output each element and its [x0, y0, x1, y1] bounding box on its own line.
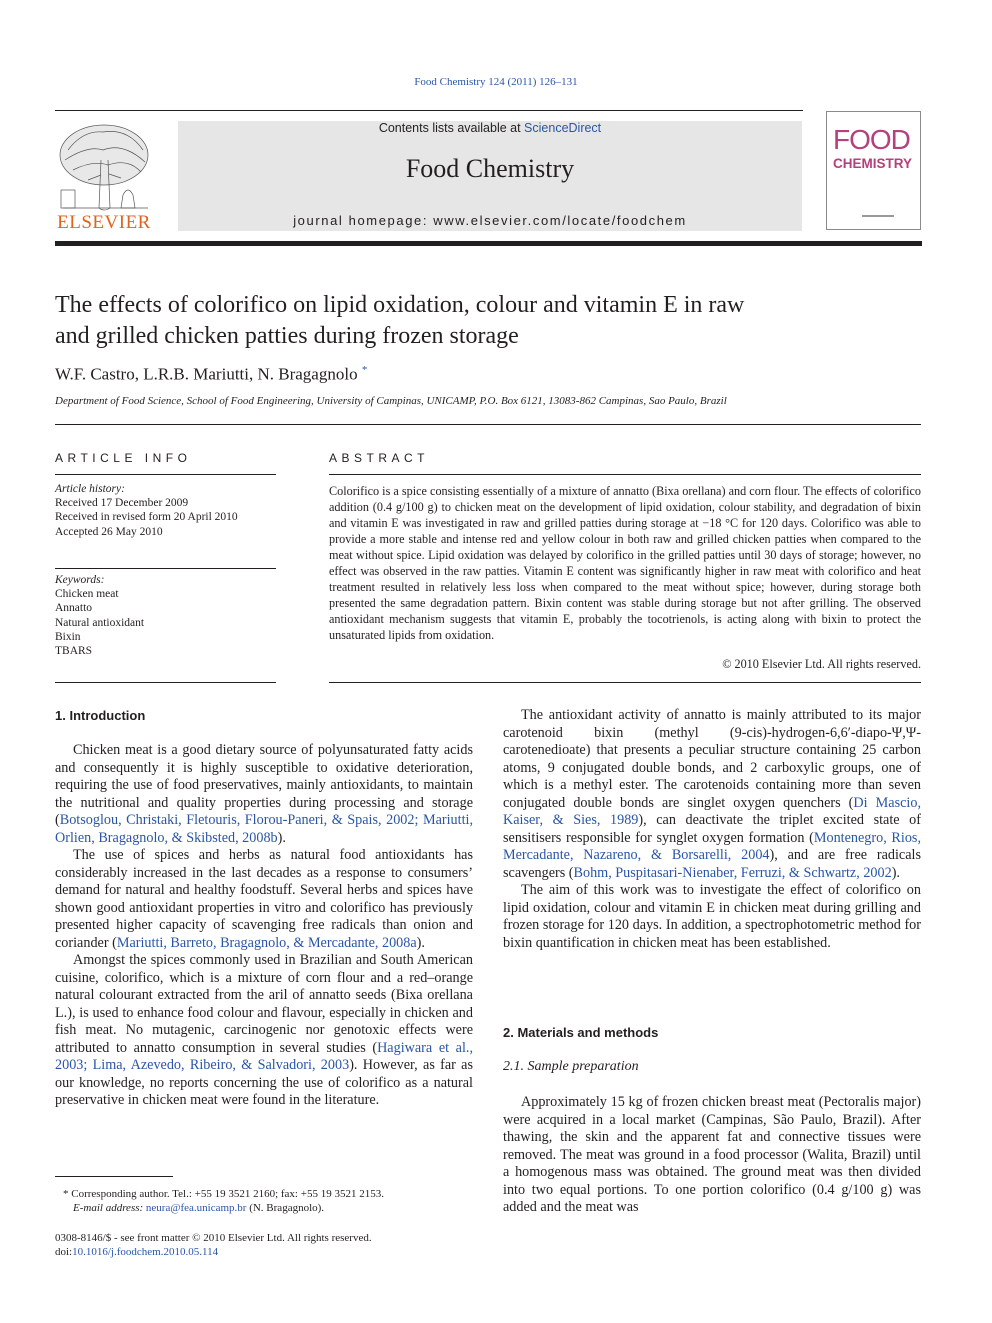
cover-publisher-mark	[858, 212, 898, 220]
keyword: Annatto	[55, 602, 93, 615]
homepage-link[interactable]: www.elsevier.com/locate/foodchem	[433, 213, 687, 228]
reference-link[interactable]: Di Mascio, Kaiser, & Sies, 1989	[503, 794, 921, 828]
header-rule	[55, 110, 803, 111]
sciencedirect-link[interactable]: ScienceDirect	[524, 121, 602, 135]
article-history: Article history: Received 17 December 2009 Received in revised form 20 April 2010 Accepted 26 May 2010	[55, 483, 238, 538]
journal-citation[interactable]: Food Chemistry 124 (2011) 126–131	[414, 76, 578, 88]
affiliation: Department of Food Science, School of Food Engineering, University of Campinas, UNICAMP, P.O. Box 6121, 13083-862 Campinas, Sao Paulo, Brazil	[55, 395, 727, 407]
footnote-rule	[55, 1176, 173, 1177]
cover-title-food: FOOD	[833, 124, 910, 155]
contents-line: Contents lists available at ScienceDirect	[378, 121, 602, 135]
section-heading-methods: 2. Materials and methods	[503, 1025, 659, 1040]
front-matter-info: 0308-8146/$ - see front matter © 2010 Elsevier Ltd. All rights reserved. doi:10.1016/j.foodchem.2010.05.114	[55, 1232, 372, 1258]
abstract-rule	[329, 474, 921, 475]
article-info-heading: ARTICLE INFO	[55, 451, 192, 465]
reference-link[interactable]: Montenegro, Rios, Mercadante, Nazareno, & Borsarelli, 2004	[503, 829, 921, 863]
journal-title: Food Chemistry	[405, 154, 575, 183]
author-list: W.F. Castro, L.R.B. Mariutti, N. Bragagnolo *	[55, 364, 368, 384]
paragraph: Approximately 15 kg of frozen chicken breast meat (Pectoralis major) were acquired in a local market (Campinas, São Paulo, Brazil). After thawing, the skin and the apparent fat and connective tissues were removed. The meat was ground in a food processor (Walita, Brazil) until a homogenous mass was obtained. The ground meat was then divided into two equal portions. To one portion colorifico (0.4 g/100 g) was added and the meat was	[503, 1094, 921, 1215]
keywords-rule	[55, 568, 276, 569]
keyword: Bixin	[55, 630, 81, 643]
email-link[interactable]: neura@fea.unicamp.br	[145, 1202, 247, 1214]
article-title: The effects of colorifico on lipid oxidation, colour and vitamin E in raw and grilled chicken patties during frozen storage	[55, 292, 745, 349]
abstract-heading: ABSTRACT	[329, 451, 430, 465]
section-heading-introduction: 1. Introduction	[55, 708, 146, 723]
keywords-block: Keywords: Chicken meat Annatto Natural antioxidant Bixin TBARS	[55, 573, 276, 658]
paragraph: The use of spices and herbs as natural food antioxidants has considerably increased in the last decades as a response to consumers’ demand for natural and healthy foodstuff. Several herbs and spices have shown good antioxidant properties in vitro and colorifico has previously presented higher capacity of scavenging free radicals than onion and coriander (Mariutti, Barreto, Bragagnolo, & Mercadante, 2008a).	[55, 847, 473, 951]
affiliation-rule	[55, 424, 921, 425]
corresponding-footnote: * Corresponding author. Tel.: +55 19 3521 2160; fax: +55 19 3521 2153. E-mail address: neura@fea.unicamp.br (N. Bragagnolo).	[63, 1188, 384, 1214]
abstract-bottom-rule	[329, 682, 921, 683]
right-column-body	[503, 707, 921, 952]
reference-link[interactable]: Botsoglou, Christaki, Fletouris, Florou-Paneri, & Spais, 2002; Mariutti, Orlien, Bragagnolo, & Skibsted, 2008b	[55, 812, 473, 846]
introduction-body	[55, 742, 473, 1110]
keyword: Chicken meat	[55, 588, 119, 601]
elsevier-wordmark: ELSEVIER	[57, 212, 151, 233]
sample-preparation-body	[503, 1094, 921, 1217]
doi-link[interactable]: 10.1016/j.foodchem.2010.05.114	[72, 1246, 219, 1258]
paragraph: The antioxidant activity of annatto is mainly attributed to its major carotenoid bixin (methyl (9-cis)-hydrogen-6,6′-diapo-Ψ,Ψ-carotenedioate) that presents a peculiar structure containing 25 carbon atoms, 9 conjugated double bonds, and 2 carboxylic groups, one of which is a methyl ester. The carotenoids containing more than seven conjugated double bonds are singlet oxygen quenchers (Di Mascio, Kaiser, & Sies, 1989), can deactivate the triplet excited state of sensitisers responsible for synglet oxygen formation (Montenegro, Rios, Mercadante, Nazareno, & Borsarelli, 2004), and are free radicals scavengers (Bohm, Puspitasari-Nienaber, Ferruzi, & Schwartz, 2002).	[503, 707, 921, 881]
abstract-copyright: © 2010 Elsevier Ltd. All rights reserved.	[722, 657, 921, 671]
cover-title-chemistry: CHEMISTRY	[833, 156, 913, 171]
keyword: TBARS	[55, 645, 93, 658]
reference-link[interactable]: Bohm, Puspitasari-Nienaber, Ferruzi, & Schwartz, 2002	[573, 864, 892, 881]
abstract-text: Colorifico is a spice consisting essentially of a mixture of annatto (Bixa orellana) and corn flour. The effects of colorifico addition (0.4 g/100 g) to chicken meat on the development of lipid oxidation, colour stability, and degradation of bixin and vitamin E was investigated in raw and grilled patties during storage at −18 °C for 120 days. Colorifico was able to provide a more stable and intense red and yellow colour in both raw and grilled chicken patties when compared to the meat without spice. Lipid oxidation was delayed by colorifico in the grilled patties until 30 days of storage; however, no effect was observed in the raw patties. Vitamin E content was significantly higher in raw meat with colorifico and heat treatment resulted in relatively less loss when compared to the meat without spice; however, during storage both presented the same degradation pattern. Bixin content was stable during storage but not after grilling. The observed antioxidant mechanism suggests that vitamin E, probably the tocotrienols, is acting along with bixin to protect the unsaturated lipids from oxidation.	[329, 484, 921, 642]
article-info-rule	[55, 474, 276, 475]
reference-link[interactable]: Mariutti, Barreto, Bragagnolo, & Mercadante, 2008a	[116, 934, 417, 951]
reference-link[interactable]: Hagiwara et al., 2003; Lima, Azevedo, Ribeiro, & Salvadori, 2003	[55, 1039, 473, 1073]
header-thick-rule	[55, 241, 922, 246]
journal-homepage: journal homepage: www.elsevier.com/locate/foodchem	[293, 213, 687, 228]
paragraph: Chicken meat is a good dietary source of polyunsaturated fatty acids and consequently it is highly susceptible to oxidative deterioration, requiring the use of food preservatives, mainly antioxidants, to maintain the nutritional and quality properties during processing and storage (Botsoglou, Christaki, Fletouris, Florou-Paneri, & Spais, 2002; Mariutti, Orlien, Bragagnolo, & Skibsted, 2008b).	[55, 742, 473, 846]
corresponding-author-mark[interactable]: *	[361, 364, 368, 376]
keyword: Natural antioxidant	[55, 616, 145, 629]
paragraph: Amongst the spices commonly used in Brazilian and South American cuisine, colorifico, which is a mixture of corn flour and a red–orange natural colourant extracted from the aril of annatto seeds (Bixa orellana L.), is used to enhance food colour and flavour, especially in chicken and fish meat. No mutagenic, carcinogenic nor genotoxic effects were attributed to annatto consumption in several studies (Hagiwara et al., 2003; Lima, Azevedo, Ribeiro, & Salvadori, 2003). However, as far as our knowledge, no reports concerning the use of colorifico as a natural preservative in chicken meat were found in the literature.	[55, 952, 473, 1108]
subsection-heading-sample: 2.1. Sample preparation	[503, 1059, 639, 1074]
article-info-bottom-rule	[55, 682, 276, 683]
paragraph: The aim of this work was to investigate the effect of colorifico on lipid oxidation, colour and vitamin E in chicken meat during grilling and frozen storage for 120 days. In addition, a spectrophotometric method for bixin quantification in chicken meat has been established.	[503, 882, 921, 951]
